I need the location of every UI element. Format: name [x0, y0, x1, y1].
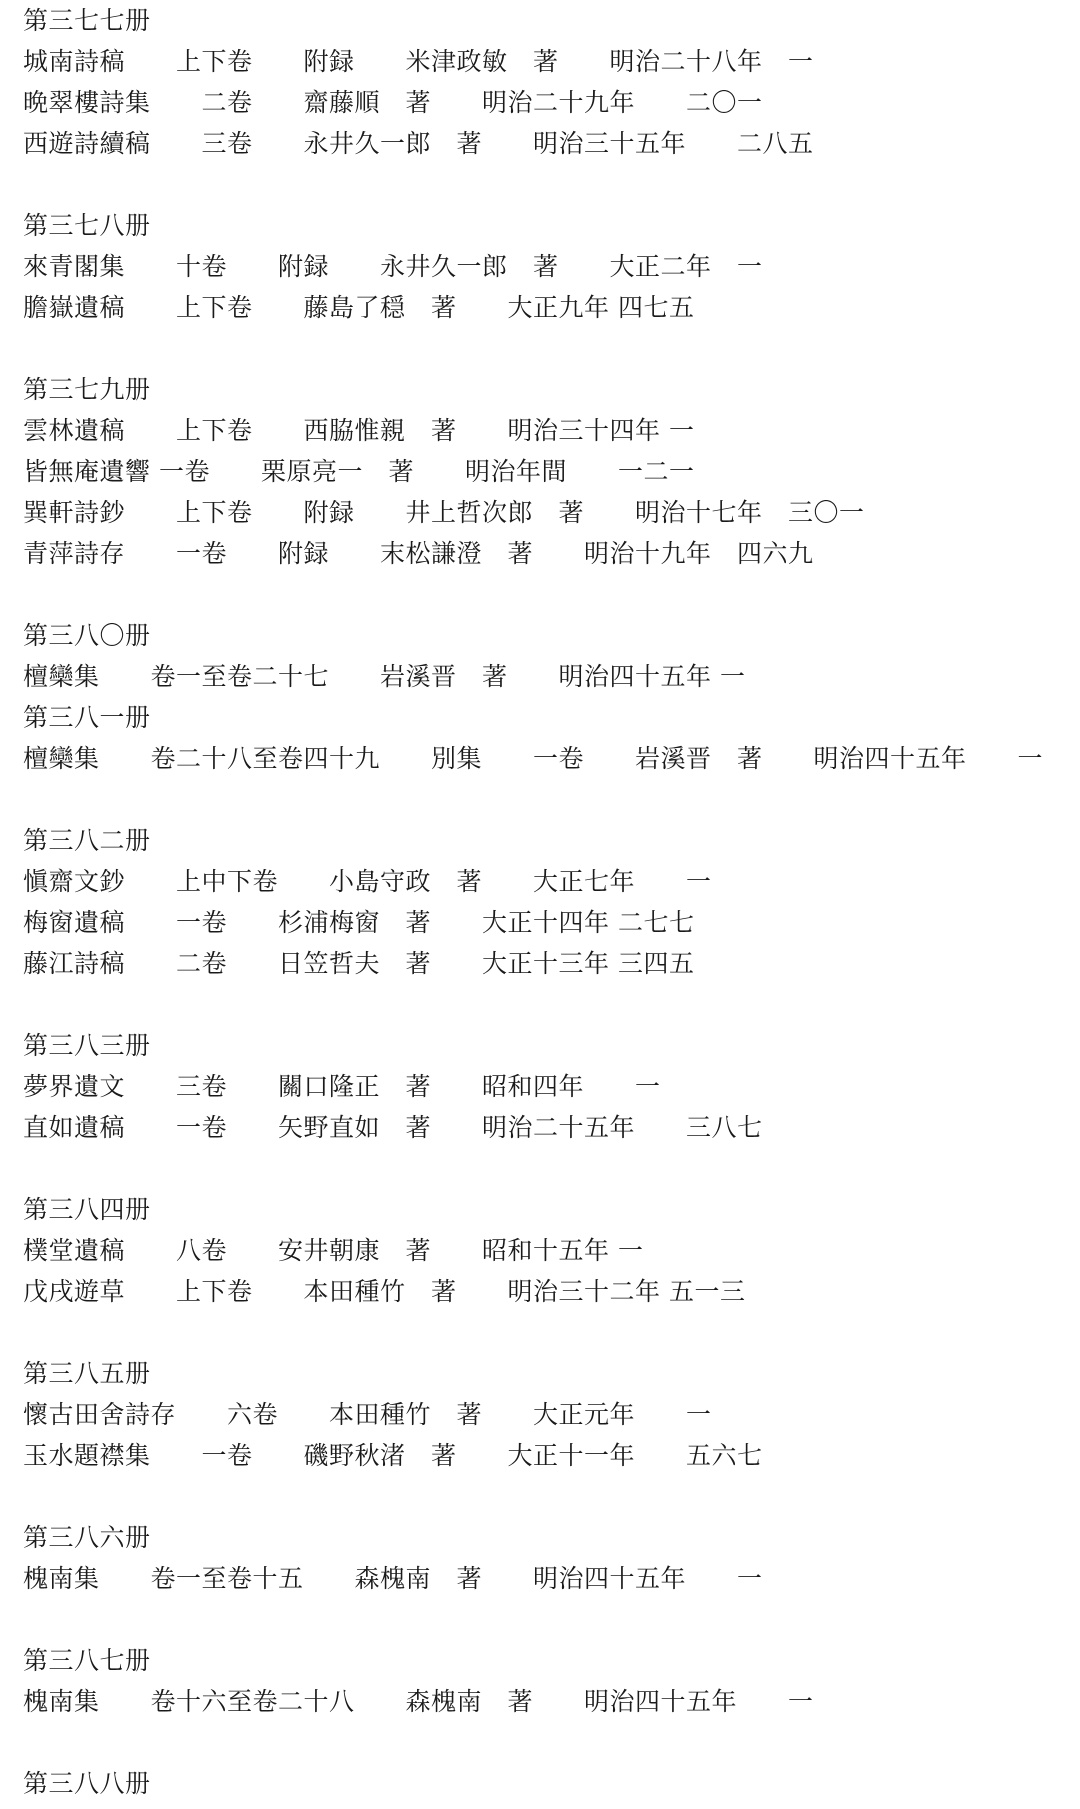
section-spacer — [23, 164, 1063, 205]
section-spacer — [23, 1312, 1063, 1353]
catalog-entry: 膽嶽遺稿 上下卷 藤島了穏 著 大正九年 四七五 — [23, 293, 695, 322]
volume-section — [23, 1025, 1063, 1148]
volume-section — [23, 697, 1063, 779]
volume-heading: 第三八四册 — [23, 1195, 151, 1224]
catalog-entry: 城南詩稿 上下卷 附録 米津政敏 著 明治二十八年 一 — [23, 47, 814, 76]
catalog-entry: 檀欒集 卷一至卷二十七 岩溪晋 著 明治四十五年 一 — [23, 662, 746, 691]
volume-heading: 第三七七册 — [23, 6, 151, 35]
section-spacer — [23, 1722, 1063, 1763]
volume-section — [23, 0, 1063, 164]
volume-heading: 第三八五册 — [23, 1359, 151, 1388]
volume-heading: 第三八七册 — [23, 1646, 151, 1675]
catalog-entry: 愼齋文鈔 上中下卷 小島守政 著 大正七年 一 — [23, 867, 712, 896]
catalog-entry: 直如遺稿 一卷 矢野直如 著 明治二十五年 三八七 — [23, 1113, 763, 1142]
section-spacer — [23, 328, 1063, 369]
volume-section — [23, 1189, 1063, 1312]
section-spacer — [23, 984, 1063, 1025]
volume-heading: 第三八八册 — [23, 1769, 151, 1798]
section-spacer — [23, 1148, 1063, 1189]
volume-section — [23, 1763, 1063, 1804]
volume-heading: 第三七八册 — [23, 211, 151, 240]
volume-section — [23, 615, 1063, 697]
volume-heading: 第三八六册 — [23, 1523, 151, 1552]
catalog-entry: 梅窗遺稿 一卷 杉浦梅窗 著 大正十四年 二七七 — [23, 908, 695, 937]
volume-section — [23, 820, 1063, 984]
volume-heading: 第三八三册 — [23, 1031, 151, 1060]
catalog-entry: 青萍詩存 一卷 附録 末松謙澄 著 明治十九年 四六九 — [23, 539, 814, 568]
volume-section — [23, 205, 1063, 328]
catalog-entry: 西遊詩續稿 三卷 永井久一郎 著 明治三十五年 二八五 — [23, 129, 814, 158]
section-spacer — [23, 779, 1063, 820]
catalog-entry: 雲林遺稿 上下卷 西脇惟親 著 明治三十四年 一 — [23, 416, 695, 445]
catalog-page — [23, 0, 1063, 1804]
volume-heading: 第三七九册 — [23, 375, 151, 404]
volume-heading: 第三八〇册 — [23, 621, 151, 650]
catalog-entry: 皆無庵遺響 一卷 栗原亮一 著 明治年間 一二一 — [23, 457, 695, 486]
catalog-entry: 樸堂遺稿 八卷 安井朝康 著 昭和十五年 一 — [23, 1236, 644, 1265]
catalog-entry: 槐南集 卷十六至卷二十八 森槐南 著 明治四十五年 一 — [23, 1687, 814, 1716]
volume-heading: 第三八一册 — [23, 703, 151, 732]
catalog-entry: 晩翠樓詩集 二卷 齋藤順 著 明治二十九年 二〇一 — [23, 88, 763, 117]
catalog-entry: 夢界遺文 三卷 關口隆正 著 昭和四年 一 — [23, 1072, 661, 1101]
catalog-entry: 戊戌遊草 上下卷 本田種竹 著 明治三十二年 五一三 — [23, 1277, 746, 1306]
catalog-entry: 玉水題襟集 一卷 磯野秋渚 著 大正十一年 五六七 — [23, 1441, 763, 1470]
section-spacer — [23, 574, 1063, 615]
catalog-entry: 藤江詩稿 二卷 日笠哲夫 著 大正十三年 三四五 — [23, 949, 695, 978]
catalog-entry: 來青閣集 十卷 附録 永井久一郎 著 大正二年 一 — [23, 252, 763, 281]
volume-section — [23, 1517, 1063, 1599]
volume-section — [23, 369, 1063, 574]
catalog-entry: 懷古田舍詩存 六卷 本田種竹 著 大正元年 一 — [23, 1400, 712, 1429]
catalog-entry: 槐南集 卷一至卷十五 森槐南 著 明治四十五年 一 — [23, 1564, 763, 1593]
volume-section — [23, 1640, 1063, 1722]
volume-section — [23, 1353, 1063, 1476]
volume-heading: 第三八二册 — [23, 826, 151, 855]
catalog-entry: 巽軒詩鈔 上下卷 附録 井上哲次郎 著 明治十七年 三〇一 — [23, 498, 865, 527]
section-spacer — [23, 1476, 1063, 1517]
catalog-entry: 檀欒集 卷二十八至卷四十九 別集 一卷 岩溪晋 著 明治四十五年 一 — [23, 744, 1044, 773]
section-spacer — [23, 1599, 1063, 1640]
